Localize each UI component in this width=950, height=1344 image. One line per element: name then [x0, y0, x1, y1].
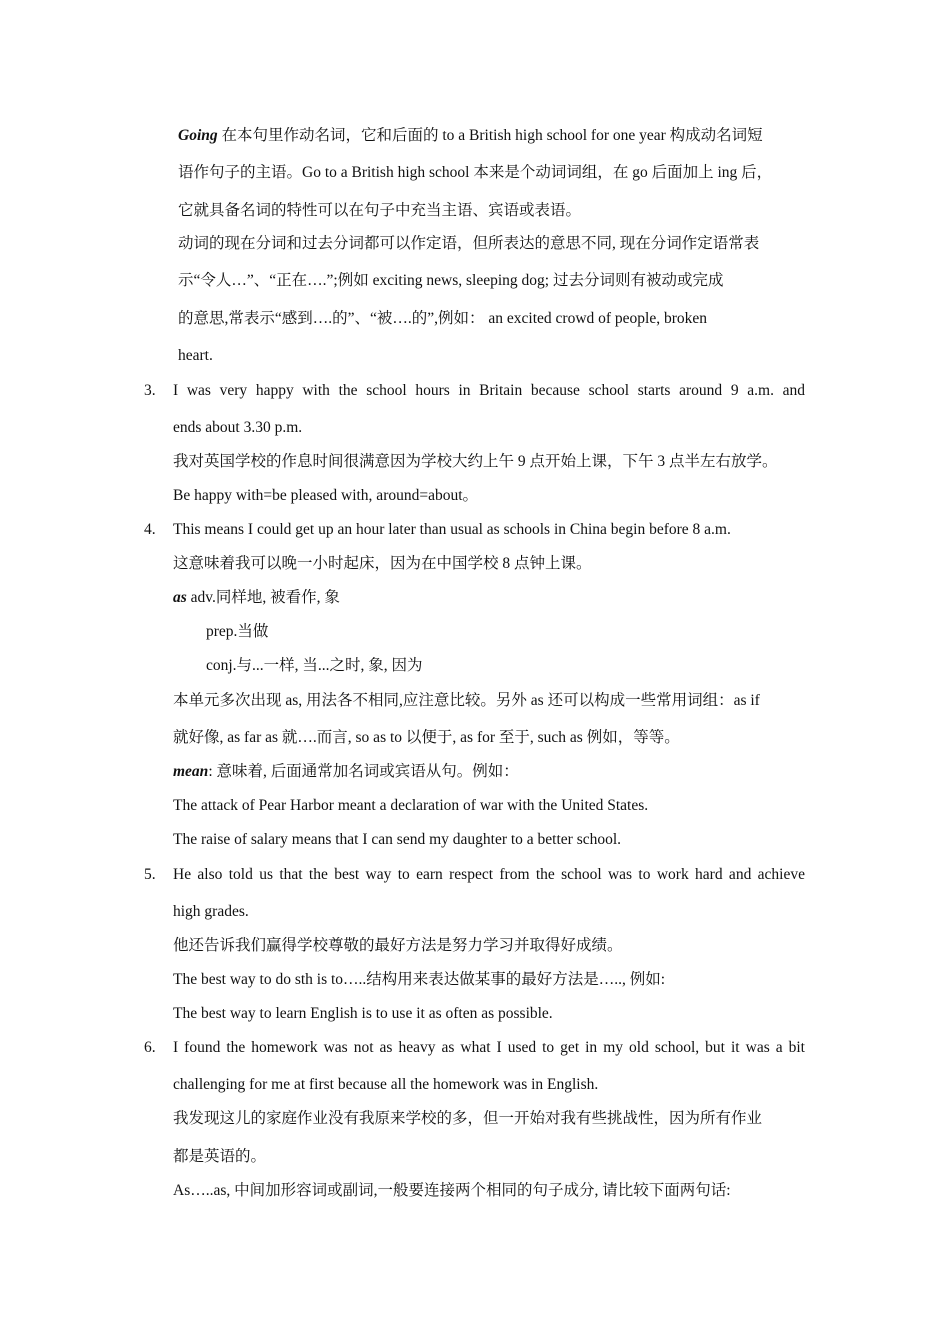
- item-5-sentence-line-2: high grades.: [173, 903, 249, 920]
- as-definition-adv: [173, 588, 340, 608]
- participle-note-line-3: 的意思,常表示“感到….的”、“被….的”,例如： an excited crowd of people, broken: [178, 310, 708, 327]
- item-3-sentence-line-1: I was very happy with the school hours in Britain because school starts around 9 a.m. and: [173, 382, 805, 399]
- mean-definition-text: : 意味着, 后面通常加名词或宾语从句。例如：: [208, 763, 519, 780]
- participle-note-line-4: heart.: [178, 347, 213, 364]
- item-5-translation: 他还告诉我们赢得学校尊敬的最好方法是努力学习并取得好成绩。: [173, 937, 623, 954]
- item-6-translation-line-1: 我发现这儿的家庭作业没有我原来学校的多，但一开始对我有些挑战性，因为所有作业: [173, 1110, 763, 1127]
- item-6-note: As…..as, 中间加形容词或副词,一般要连接两个相同的句子成分, 请比较下面两句话:: [173, 1182, 731, 1199]
- mean-definition: [173, 762, 519, 782]
- item-5-example: The best way to learn English is to use it as often as possible.: [173, 1005, 553, 1022]
- mean-example-2: The raise of salary means that I can send my daughter to a better school.: [173, 831, 622, 848]
- item-3-translation: 我对英国学校的作息时间很满意因为学校大约上午 9 点开始上课，下午 3 点半左右放学。: [173, 453, 778, 470]
- item-3-number: 3.: [144, 382, 156, 399]
- item-5-sentence-line-1: He also told us that the best way to earn respect from the school was to work hard and achieve: [173, 866, 805, 883]
- mean-term: mean: [173, 763, 209, 780]
- item-6-number: 6.: [144, 1039, 156, 1056]
- item-3-sentence-line-2: ends about 3.30 p.m.: [173, 419, 303, 436]
- as-term: as: [173, 589, 187, 606]
- as-adv-text: adv.同样地, 被看作, 象: [186, 589, 340, 606]
- item-4-sentence: This means I could get up an hour later than usual as schools in China begin before 8 a.m.: [173, 521, 731, 538]
- going-explanation-line-1: [178, 126, 763, 146]
- going-explanation-line-3: 它就具备名词的特性可以在句子中充当主语、宾语或表语。: [178, 202, 582, 219]
- going-explanation-text: 在本句里作动名词，它和后面的 to a British high school for one year 构成动名词短: [217, 127, 763, 144]
- as-definition-conj: conj.与...一样, 当...之时, 象, 因为: [206, 657, 423, 674]
- as-definition-prep: prep.当做: [206, 623, 269, 640]
- item-6-sentence-line-2: challenging for me at first because all the homework was in English.: [173, 1076, 599, 1093]
- participle-note-line-1: 动词的现在分词和过去分词都可以作定语，但所表达的意思不同, 现在分词作定语常表: [178, 235, 760, 252]
- item-4-number: 4.: [144, 521, 156, 538]
- participle-note-line-2: 示“令人…”、“正在….”;例如 exciting news, sleeping dog; 过去分词则有被动或完成: [178, 272, 724, 289]
- item-5-note: The best way to do sth is to…..结构用来表达做某事的最好方法是….., 例如:: [173, 971, 666, 988]
- item-6-sentence-line-1: I found the homework was not as heavy as what I used to get in my old school, but it was a bit: [173, 1039, 805, 1056]
- going-term: Going: [178, 127, 218, 144]
- mean-example-1: The attack of Pear Harbor meant a declaration of war with the United States.: [173, 797, 649, 814]
- item-6-translation-line-2: 都是英语的。: [173, 1148, 267, 1165]
- item-3-note: Be happy with=be pleased with, around=about。: [173, 487, 479, 504]
- going-explanation-line-2: 语作句子的主语。Go to a British high school 本来是个动词词组，在 go 后面加上 ing 后，: [178, 164, 773, 181]
- as-usage-note-line-2: 就好像, as far as 就….而言, so as to 以便于, as for 至于, such as 例如，等等。: [173, 729, 680, 746]
- item-4-translation: 这意味着我可以晚一小时起床，因为在中国学校 8 点钟上课。: [173, 555, 592, 572]
- item-5-number: 5.: [144, 866, 156, 883]
- as-usage-note-line-1: 本单元多次出现 as, 用法各不相同,应注意比较。另外 as 还可以构成一些常用词组：as if: [173, 692, 760, 709]
